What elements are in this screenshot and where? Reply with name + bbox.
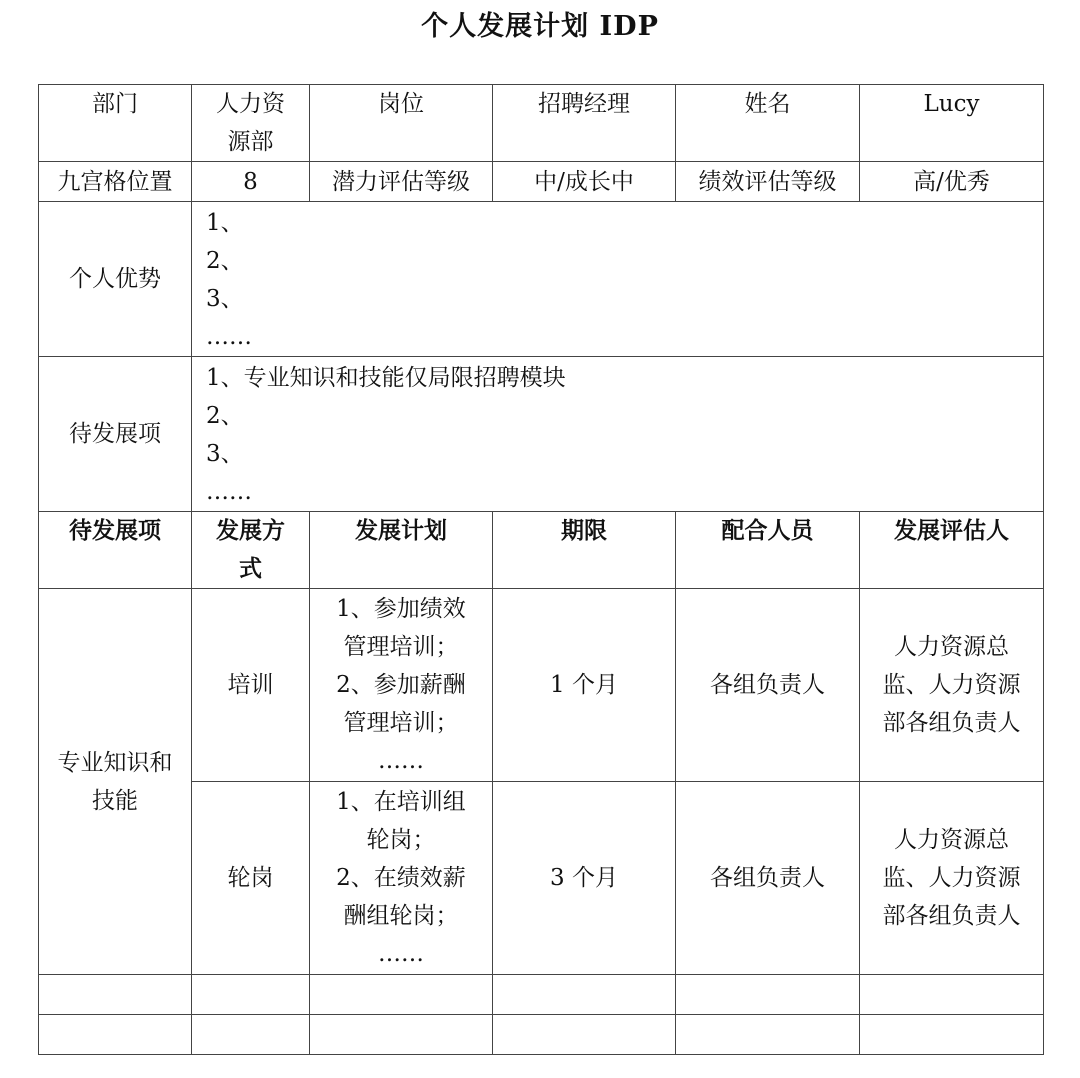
assessor-line: 人力资源总 [894,827,1009,853]
grid-label: 九宫格位置 [39,162,192,202]
to-develop-item: …… [206,479,252,505]
plan-line: 1、参加绩效 [336,596,466,622]
plan-line: 1、在培训组 [336,789,466,815]
plan-deadline: 3 个月 [493,782,676,975]
assessor-line: 监、人力资源 [882,672,1021,698]
plan-cooperators: 各组负责人 [676,782,860,975]
strengths-label: 个人优势 [39,202,192,357]
empty-cell [493,975,676,1015]
empty-cell [39,975,192,1015]
assessor-line: 部各组负责人 [882,710,1021,736]
potential-value: 中/成长中 [493,162,676,202]
header-method-line: 发展方 [216,517,285,544]
empty-cell [192,1015,310,1055]
plan-line: 管理培训； [343,634,459,660]
dept-value-line: 源部 [227,129,274,155]
position-label: 岗位 [310,85,493,162]
plan-cooperators: 各组负责人 [676,589,860,782]
to-develop-content [192,357,1044,512]
empty-cell [676,975,860,1015]
name-value: Lucy [860,85,1044,162]
strengths-content [192,202,1044,357]
plan-line: 酬组轮岗； [343,903,459,929]
empty-cell [192,975,310,1015]
plan-line: …… [378,748,424,774]
grid-value: 8 [192,162,310,202]
empty-cell [310,1015,493,1055]
dept-value-line: 人力资 [216,91,285,117]
page-title: 个人发展计划 IDP [421,11,659,42]
strength-item: …… [206,324,252,350]
empty-cell [493,1015,676,1055]
strength-item: 3、 [206,286,244,312]
strength-item: 1、 [206,210,244,236]
empty-row [39,975,1044,1015]
plan-details [310,589,493,782]
header-item: 待发展项 [39,512,192,589]
potential-label: 潜力评估等级 [310,162,493,202]
assessor-line: 部各组负责人 [882,903,1021,929]
plan-assessor [860,589,1044,782]
idp-table [38,84,1044,1055]
performance-value: 高/优秀 [860,162,1044,202]
strength-item: 2、 [206,248,244,274]
to-develop-item: 2、 [206,403,244,429]
empty-row [39,1015,1044,1055]
header-plan: 发展计划 [310,512,493,589]
plan-group-item-line: 技能 [92,787,138,814]
to-develop-item: 1、专业知识和技能仅局限招聘模块 [206,365,566,391]
plan-line: 2、参加薪酬 [336,672,466,698]
to-develop-item: 3、 [206,441,244,467]
info-row-2 [39,162,1044,202]
empty-cell [39,1015,192,1055]
plan-header-row [39,512,1044,589]
empty-cell [860,975,1044,1015]
position-value: 招聘经理 [493,85,676,162]
info-row-1 [39,85,1044,162]
header-deadline: 期限 [493,512,676,589]
plan-method: 培训 [192,589,310,782]
strengths-row [39,202,1044,357]
assessor-line: 人力资源总 [894,634,1009,660]
plan-deadline: 1 个月 [493,589,676,782]
empty-cell [310,975,493,1015]
to-develop-label: 待发展项 [39,357,192,512]
plan-details [310,782,493,975]
empty-cell [676,1015,860,1055]
header-cooperators: 配合人员 [676,512,860,589]
header-method [192,512,310,589]
plan-line: 轮岗； [366,827,436,853]
plan-line: 2、在绩效薪 [336,865,466,891]
assessor-line: 监、人力资源 [882,865,1021,891]
dept-label: 部门 [39,85,192,162]
name-label: 姓名 [676,85,860,162]
header-method-line: 式 [239,555,262,582]
plan-method: 轮岗 [192,782,310,975]
dept-value [192,85,310,162]
plan-group-item-line: 专业知识和 [57,749,173,776]
plan-group-item [39,589,192,975]
empty-cell [860,1015,1044,1055]
plan-row-training [39,589,1044,782]
performance-label: 绩效评估等级 [676,162,860,202]
plan-assessor [860,782,1044,975]
plan-line: 管理培训； [343,710,459,736]
header-assessor: 发展评估人 [860,512,1044,589]
to-develop-row [39,357,1044,512]
plan-line: …… [378,941,424,967]
